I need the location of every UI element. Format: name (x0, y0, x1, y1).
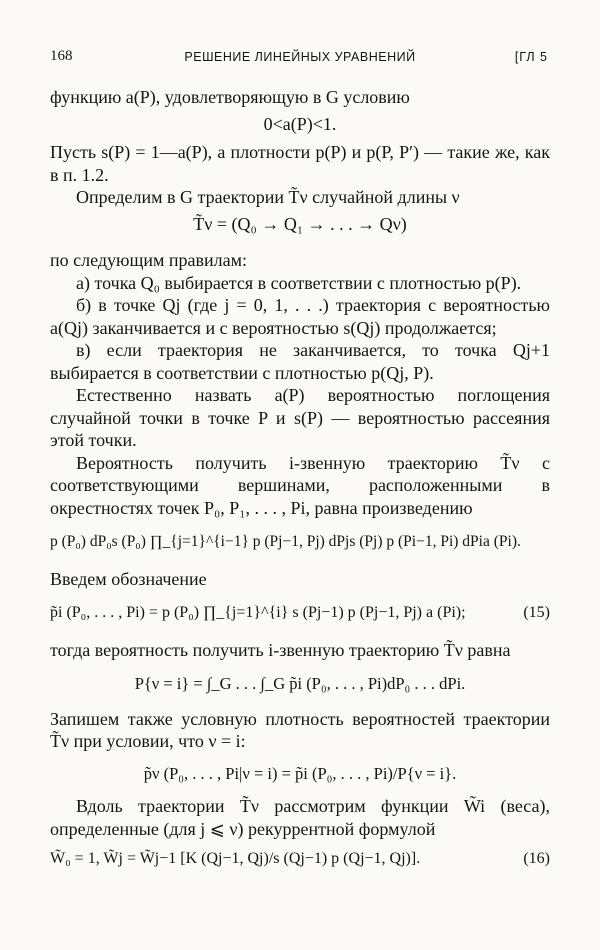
equation-number: (15) (523, 604, 550, 621)
paragraph: Вероятность получить i-звенную траекторию T̃ν с соответствующими вершинами, расположенными в окрестностях точек P₀, P₁, . . . , Pi, равна произведению (50, 452, 550, 518)
paragraph: Введем обозначение (50, 568, 207, 589)
formula: T̃ν = (Q₀ → Q₁ → . . . → Qν) (193, 213, 407, 234)
paragraph: по следующим правилам: (50, 250, 247, 270)
list-item: в) если траектория не заканчивается, то точка Qj+1 выбирается в соответствии с плотностью p(Qj, P). (50, 340, 550, 383)
paragraph: тогда вероятность получить i-звенную траекторию T̃ν равна (50, 639, 511, 660)
paragraph: функцию a(P), удовлетворяющую в G условию (50, 87, 410, 107)
formula-15 (50, 602, 550, 625)
formula: P{ν = i} = ∫_G . . . ∫_G p̃i (P₀, . . . , Pi)dP₀ . . . dPi. (134, 674, 466, 693)
formula: W̃₀ = 1, W̃j = W̃j−1 [K (Qj−1, Qj)/s (Qj−1) p (Qj−1, Qj)]. (50, 850, 421, 867)
list-item: а) точка Q₀ выбирается в соответствии с плотностью p(P). (76, 272, 522, 293)
list-item: б) в точке Qj (где j = 0, 1, . . .) траектория с вероятностью a(Qj) заканчивается и с вероятностью s(Qj) продолжается; (50, 295, 550, 338)
equation-number: (16) (523, 850, 550, 867)
paragraph: Вдоль траектории T̃ν рассмотрим функции W̃i (веса), определенные (для j ⩽ ν) рекуррентной формулой (50, 796, 550, 839)
formula: 0<a(P)<1. (263, 113, 337, 134)
paragraph: Запишем также условную плотность вероятностей траектории T̃ν при условии, что ν = i: (50, 708, 550, 751)
chapter-label: [ГЛ 5 (514, 50, 548, 64)
page-header (0, 48, 600, 72)
formula-16 (50, 848, 550, 871)
paragraph: Определим в G траектории T̃ν случайной длины ν (76, 187, 460, 207)
formula: p̃ν (P₀, . . . , Pi|ν = i) = p̃i (P₀, . . . , Pi)/P{ν = i}. (143, 763, 457, 783)
paragraph: Естественно назвать a(P) вероятностью поглощения случайной точки в точке P и s(P) — вероятностью рассеяния этой точки. (50, 385, 550, 450)
paragraph: Пусть s(P) = 1—a(P), а плотности p(P) и p(P, P′) — такие же, как в п. 1.2. (50, 142, 550, 185)
running-title: РЕШЕНИЕ ЛИНЕЙНЫХ УРАВНЕНИЙ (184, 50, 416, 64)
page-number: 168 (50, 48, 73, 64)
formula: p (P₀) dP₀s (P₀) ∏_{j=1}^{i−1} p (Pj−1, Pj) dPjs (Pj) p (Pi−1, Pi) dPia (Pi). (50, 533, 521, 550)
page-body (50, 86, 550, 871)
formula: p̃i (P₀, . . . , Pi) = p (P₀) ∏_{j=1}^{i} s (Pj−1) p (Pj−1, Pj) a (Pi); (50, 604, 466, 621)
